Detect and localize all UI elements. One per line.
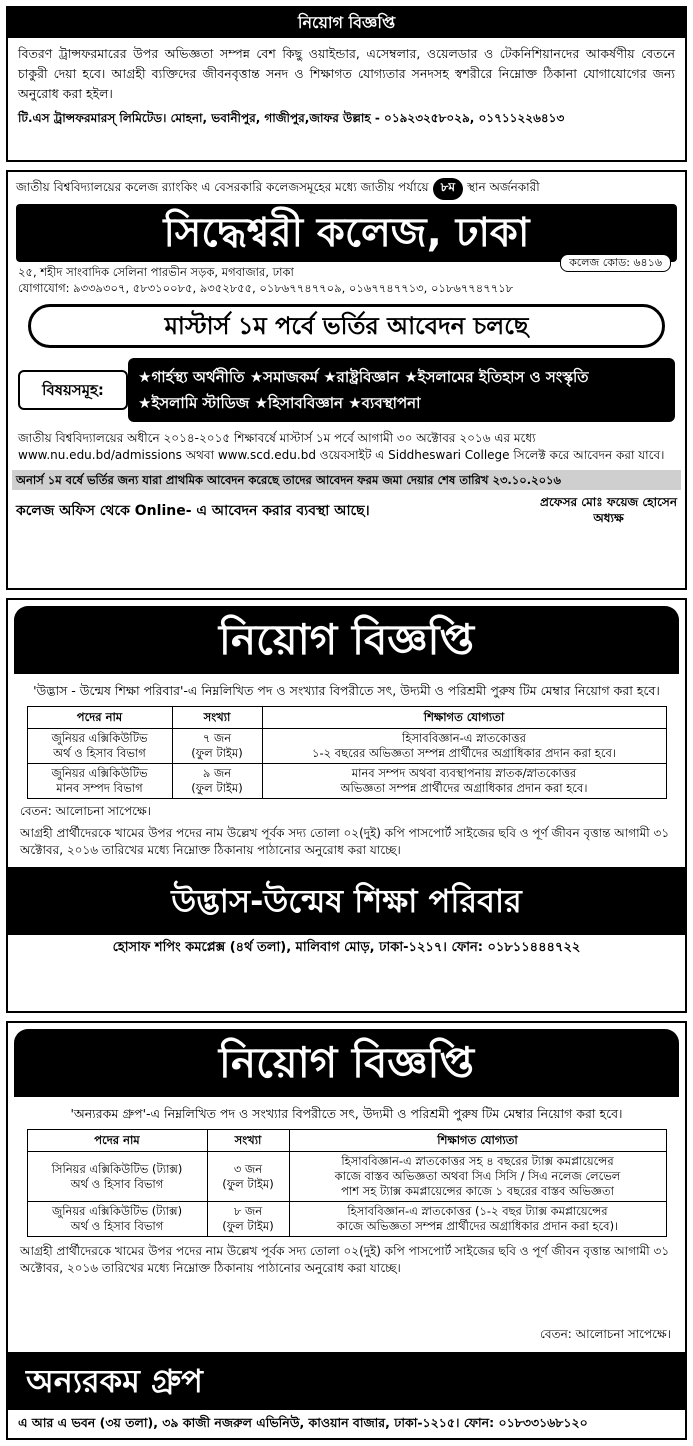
post-type: (ফুল টাইম) bbox=[222, 1219, 274, 1233]
cell-post bbox=[27, 729, 172, 764]
header-count: সংখ্যা bbox=[207, 1130, 289, 1152]
post-dept: অর্থ ও হিসাব বিভাগ bbox=[70, 1219, 164, 1233]
post-title: জুনিয়র এক্সিকিউটিভ (ট্যাক্স) bbox=[51, 1204, 183, 1218]
college-name: সিদ্ধেশ্বরী কলেজ, ঢাকা bbox=[16, 204, 677, 262]
ad4-apply: আগ্রহী প্রার্থীদেরকে খামের উপর পদের নাম উল্লেখ পূর্বক সদ্য তোলা ০২(দুই) কপি পাসপোর্ট সাইজের ছবি ও পূর্ণ জীবন বৃত্তান্ত আগামী ৩১ অক্টোবর, ২০১৬ তারিখের মধ্যে নিম্নোক্ত ঠিকানায় পাঠানোর অনুরোধ করা যাচ্ছে। bbox=[20, 1244, 670, 1275]
ad-udvash-unmesh bbox=[6, 598, 687, 1013]
post-dept: মানব সম্পদ বিভাগ bbox=[56, 781, 143, 795]
post-type: (ফুল টাইম) bbox=[222, 1176, 274, 1191]
ad4-org-name: অন্যরকম গ্রুপ bbox=[8, 1352, 685, 1410]
qual-line: কাজে অভিজ্ঞতা সম্পন্ন প্রার্থীদের অগ্রাধিকার প্রদান করা হবে)। bbox=[336, 1219, 619, 1233]
header-post: পদের নাম bbox=[27, 1130, 207, 1152]
qual-line: হিসাববিজ্ঞান-এ স্নাতকোত্তর (১-২ বছর ট্যাক্স কমপ্লায়েন্সের bbox=[347, 1204, 608, 1218]
admission-banner: মাস্টার্স ১ম পর্বে ভর্তির আবেদন চলছে bbox=[28, 304, 665, 348]
ad4-title: নিয়োগ বিজ্ঞপ্তি bbox=[14, 1029, 679, 1097]
qual-line: পাশ সহ ট্যাক্স কমপ্লায়েন্সের কাজে ১ বছরের বাস্তব অভিজ্ঞতা bbox=[341, 1184, 614, 1198]
post-count: ৩ জন bbox=[233, 1161, 263, 1176]
subjects-list bbox=[128, 358, 675, 422]
table-row bbox=[27, 729, 666, 764]
ranking-line bbox=[8, 172, 685, 200]
cell-count bbox=[207, 1202, 289, 1237]
cell-qualification bbox=[262, 729, 666, 764]
qual-line: হিসাববিজ্ঞান-এ স্নাতকোত্তর সহ ৪ বছরের ট্যাক্স কমপ্লায়েন্সের bbox=[341, 1154, 614, 1168]
signatory bbox=[540, 494, 677, 526]
signatory-name: প্রফেসর মোঃ ফয়েজ হোসেন bbox=[540, 495, 677, 509]
college-code: কলেজ কোড: ৬৪১৬ bbox=[560, 254, 671, 272]
ad1-title: নিয়োগ বিজ্ঞপ্তি bbox=[8, 8, 685, 38]
post-type: (ফুল টাইম) bbox=[191, 781, 243, 795]
post-title: জুনিয়র এক্সিকিউটিভ bbox=[51, 766, 148, 780]
post-title: সিনিয়র এক্সিকিউটিভ (ট্যাক্স) bbox=[51, 1161, 183, 1176]
cell-post bbox=[27, 1152, 207, 1202]
qual-line: কাজে বাস্তব অভিজ্ঞতা অথবা সিএ সিসি / সিএ নলেজ লেভেল bbox=[334, 1169, 621, 1183]
table-header-row bbox=[27, 1130, 666, 1152]
cell-count bbox=[207, 1152, 289, 1202]
table-row bbox=[27, 764, 666, 799]
college-address: ২৫, শহীদ সাংবাদিক সেলিনা পারভীন সড়ক, মগবাজার, ঢাকা bbox=[18, 265, 294, 279]
ad3-salary: বেতন: আলোচনা সাপেক্ষে। bbox=[20, 804, 151, 818]
ad3-title: নিয়োগ বিজ্ঞপ্তি bbox=[14, 606, 679, 674]
college-address-block bbox=[8, 256, 685, 296]
honours-notice: অনার্স ১ম বর্ষে ভর্তির জন্য যারা প্রাথমিক আবেদন করেছে তাদের আবেদন ফরম জমা দেয়ার শেষ তারিখ ২৩.১০.২০১৬ bbox=[12, 470, 681, 490]
ad1-body: বিতরণ ট্রান্সফরমারের উপর অভিজ্ঞতা সম্পন্ন বেশ কিছু ওয়াইন্ডার, এসেম্বলার, ওয়েলডার ও টেকনিশিয়ানদের আকর্ষণীয় বেতনে চাকুরী দেয়া হবে। আগ্রহী ব্যক্তিদের জীবনবৃত্তান্ত সনদ ও শিক্ষাগত যোগ্যতার সনদসহ স্বশরীরে নিম্নোক্ত ঠিকানা যোগাযোগের জন্য অনুরোধ করা হইল। bbox=[18, 46, 675, 101]
ad3-intro: 'উদ্ভাস - উন্মেষ শিক্ষা পরিবার'-এ নিম্নলিখিত পদ ও সংখ্যার বিপরীতে সৎ, উদ্যমী ও পরিশ্রমী পুরুষ টিম মেম্বার নিয়োগ করা হবে। bbox=[33, 683, 660, 698]
table-row bbox=[27, 1152, 666, 1202]
qual-line: অভিজ্ঞতা সম্পন্ন প্রার্থীদের অগ্রাধিকার প্রদান করা হবে। bbox=[340, 781, 588, 795]
qual-line: মানব সম্পদ অথবা ব্যবস্থাপনায় স্নাতক/স্নাতকোত্তর bbox=[351, 766, 577, 780]
post-title: জুনিয়র এক্সিকিউটিভ bbox=[51, 731, 148, 745]
post-dept: অর্থ ও হিসাব বিভাগ bbox=[53, 746, 146, 760]
ranking-prefix: জাতীয় বিশ্ববিদ্যালয়ের কলেজ র‍্যাংকিং এ বেসরকারি কলেজসমূহের মধ্যে জাতীয় পর্যায়ে bbox=[16, 180, 429, 194]
subjects-label: বিষয়সমূহ: bbox=[18, 370, 128, 410]
cell-count bbox=[172, 764, 262, 799]
header-count: সংখ্যা bbox=[172, 707, 262, 729]
post-dept: অর্থ ও হিসাব বিভাগ bbox=[70, 1176, 164, 1191]
ad4-salary: বেতন: আলোচনা সাপেক্ষে। bbox=[540, 1327, 671, 1341]
cell-qualification bbox=[289, 1152, 666, 1202]
header-qualification: শিক্ষাগত যোগ্যতা bbox=[289, 1130, 666, 1152]
cell-qualification bbox=[262, 764, 666, 799]
ad3-apply: আগ্রহী প্রার্থীদেরকে খামের উপর পদের নাম উল্লেখ পূর্বক সদ্য তোলা ০২(দুই) কপি পাসপোর্ট সাইজের ছবি ও পূর্ণ জীবন বৃত্তান্ত আগামী ৩১ অক্টোবর, ২০১৬ তারিখের মধ্যে নিম্নোক্ত ঠিকানায় পাঠানোর অনুরোধ করা যাচ্ছে। bbox=[20, 826, 670, 857]
table-row bbox=[27, 1202, 666, 1237]
ranking-suffix: স্থান অর্জনকারী bbox=[467, 180, 540, 194]
ad1-footer: টি.এস ট্রান্সফরমারস্ লিমিটেড। মোহনা, ভবানীপুর, গাজীপুর,জাফর উল্লাহ - ০১৯২৩২৫৮০২৯, ০১৭১১২২৬৪১৩ bbox=[18, 111, 565, 125]
cell-post bbox=[27, 1202, 207, 1237]
subjects-line-1: ★গার্হস্থ্য অর্থনীতি ★সমাজকর্ম ★রাষ্ট্রবিজ্ঞান ★ইসলামের ইতিহাস ও সংস্কৃতি bbox=[138, 368, 589, 386]
table-header-row bbox=[27, 707, 666, 729]
college-contact: যোগাযোগ: ৯৩৩৯৩০৭, ৫৮৩১০০৮৫, ৯৩৫২৮৫৫, ০১৮৬৭৭৪৭৭০৯, ০১৬৭৭৪৭৭১৩, ০১৮৬৭৭৪৭৭১৮ bbox=[18, 281, 514, 295]
ad4-jobs-table bbox=[27, 1129, 667, 1237]
ad2-bottom bbox=[8, 490, 685, 526]
cell-count bbox=[172, 729, 262, 764]
post-count: ৭ জন bbox=[202, 731, 232, 745]
online-note: কলেজ অফিস থেকে Online- এ আবেদন করার ব্যবস্থা আছে। bbox=[16, 503, 370, 519]
ad-ts-transformers bbox=[6, 6, 687, 162]
ad3-jobs-table bbox=[27, 706, 667, 799]
ad-onnorokom-group bbox=[6, 1021, 687, 1440]
ad3-org-name: উদ্ভাস-উন্মেষ শিক্ষা পরিবার bbox=[8, 867, 685, 935]
ad4-intro: 'অন্যরকম গ্রুপ'-এ নিম্নলিখিত পদ ও সংখ্যার বিপরীতে সৎ, উদ্যমী ও পরিশ্রমী পুরুষ টিম মেম্বার নিয়োগ করা হবে। bbox=[70, 1106, 623, 1121]
post-count: ৮ জন bbox=[233, 1204, 263, 1218]
ad3-org-address: হোসাফ শপিং কমপ্লেক্স (৪র্থ তলা), মালিবাগ মোড়, ঢাকা-১২১৭। ফোন: ০১৮১১৪৪৪৭২২ bbox=[112, 940, 581, 955]
qual-line: হিসাববিজ্ঞান-এ স্নাতকোত্তর bbox=[402, 731, 526, 745]
subjects-line-2: ★ইসলামি স্টাডিজ ★হিসাববিজ্ঞান ★ব্যবস্থাপনা bbox=[138, 394, 421, 412]
cell-qualification bbox=[289, 1202, 666, 1237]
cell-post bbox=[27, 764, 172, 799]
ad4-org-address: এ আর এ ভবন (৩য় তলা), ৩৯ কাজী নজরুল এভিনিউ, কাওয়ান বাজার, ঢাকা-১২১৫। ফোন: ০১৮৩৩১৬৮১২০ bbox=[18, 1415, 588, 1430]
post-type: (ফুল টাইম) bbox=[191, 746, 243, 760]
header-qualification: শিক্ষাগত যোগ্যতা bbox=[262, 707, 666, 729]
header-post: পদের নাম bbox=[27, 707, 172, 729]
signatory-title: অধ্যক্ষ bbox=[593, 511, 624, 525]
admission-description: জাতীয় বিশ্ববিদ্যালয়ের অধীনে ২০১৪-২০১৫ শিক্ষাবর্ষে মাস্টার্স ১ম পর্বে আগামী ৩০ অক্টোবর ২০১৬ এর মধ্যে www.nu.edu.bd/admissions অথবা www.scd.edu.bd ওয়েবসাইট এ Siddheswari College সিলেক্ট করে আবেদন করা যাবে। bbox=[18, 431, 665, 462]
qual-line: ১-২ বছরের অভিজ্ঞতা সম্পন্ন প্রার্থীদের অগ্রাধিকার প্রদান করা হবে। bbox=[312, 746, 616, 760]
ranking-badge: ৮ম bbox=[433, 178, 463, 200]
subjects-block bbox=[18, 358, 675, 422]
ad-siddheswari-college bbox=[6, 170, 687, 590]
post-count: ৯ জন bbox=[202, 766, 232, 780]
